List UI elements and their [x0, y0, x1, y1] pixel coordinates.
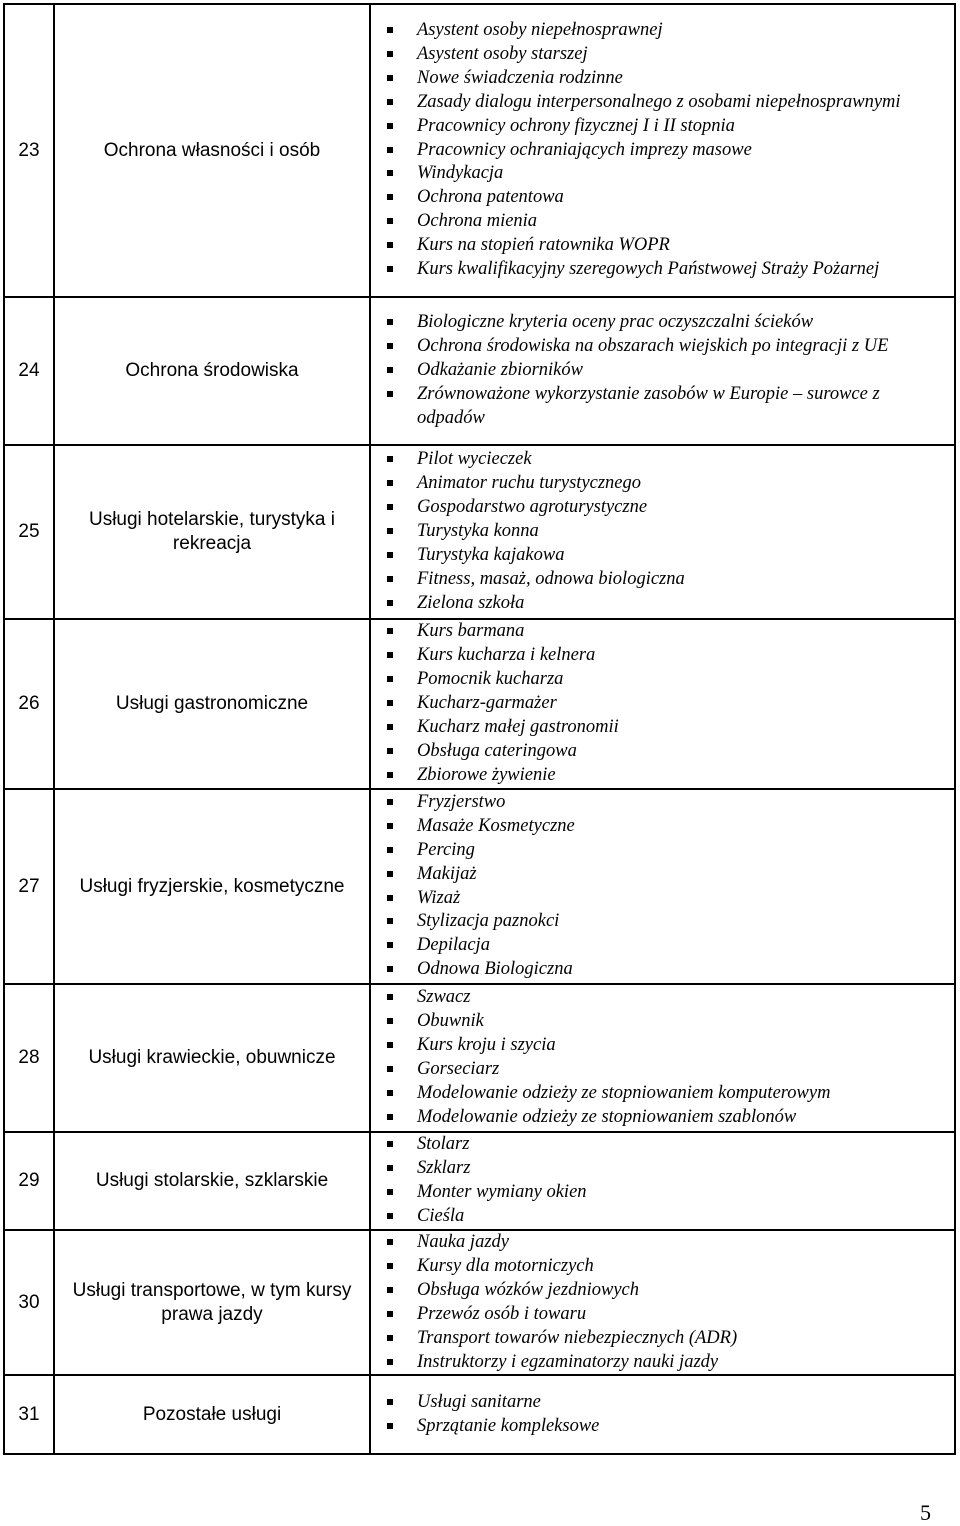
items-cell — [370, 1375, 955, 1454]
category-label: Usługi transportowe, w tym kursy prawa jazdy — [54, 1230, 370, 1375]
items-cell — [370, 1230, 955, 1375]
list-item: Zbiorowe żywienie — [371, 764, 954, 788]
list-item: Przewóz osób i towaru — [371, 1303, 954, 1327]
bullet-list — [371, 448, 954, 615]
list-item: Modelowanie odzieży ze stopniowaniem komputerowym — [371, 1082, 954, 1106]
row-number: 31 — [4, 1375, 54, 1454]
list-item: Zielona szkoła — [371, 592, 954, 616]
category-label: Pozostałe usługi — [54, 1375, 370, 1454]
category-label: Ochrona środowiska — [54, 297, 370, 445]
list-item: Szwacz — [371, 986, 954, 1010]
items-cell — [370, 619, 955, 789]
row-number: 28 — [4, 984, 54, 1132]
list-item: Obsługa wózków jezdniowych — [371, 1279, 954, 1303]
items-cell — [370, 984, 955, 1132]
list-item: Kucharz małej gastronomii — [371, 716, 954, 740]
bullet-list — [371, 620, 954, 787]
row-number: 26 — [4, 619, 54, 789]
table-row — [4, 789, 955, 984]
items-cell — [370, 445, 955, 619]
list-item: Odkażanie zbiorników — [371, 359, 954, 383]
list-item: Pilot wycieczek — [371, 448, 954, 472]
list-item: Pomocnik kucharza — [371, 668, 954, 692]
list-item: Gorseciarz — [371, 1058, 954, 1082]
list-item: Transport towarów niebezpiecznych (ADR) — [371, 1327, 954, 1351]
list-item: Fitness, masaż, odnowa biologiczna — [371, 568, 954, 592]
list-item: Usługi sanitarne — [371, 1391, 954, 1415]
bullet-list — [371, 986, 954, 1129]
row-number: 29 — [4, 1132, 54, 1230]
list-item: Windykacja — [371, 162, 954, 186]
list-item: Instruktorzy i egzaminatorzy nauki jazdy — [371, 1351, 954, 1375]
items-cell — [370, 297, 955, 445]
items-cell — [370, 789, 955, 984]
table-row — [4, 984, 955, 1132]
list-item: Asystent osoby niepełnosprawnej — [371, 19, 954, 43]
items-cell — [370, 4, 955, 297]
table-row — [4, 1132, 955, 1230]
table-row — [4, 1375, 955, 1454]
services-table — [3, 3, 956, 1455]
list-item: Asystent osoby starszej — [371, 43, 954, 67]
list-item: Ochrona patentowa — [371, 186, 954, 210]
list-item: Pracownicy ochraniających imprezy masowe — [371, 139, 954, 163]
category-label: Usługi fryzjerskie, kosmetyczne — [54, 789, 370, 984]
table-row — [4, 619, 955, 789]
list-item: Kurs barmana — [371, 620, 954, 644]
list-item: Szklarz — [371, 1157, 954, 1181]
list-item: Zasady dialogu interpersonalnego z osobami niepełnosprawnymi — [371, 91, 954, 115]
bullet-list — [371, 791, 954, 982]
list-item: Obuwnik — [371, 1010, 954, 1034]
list-item: Nowe świadczenia rodzinne — [371, 67, 954, 91]
category-label: Usługi gastronomiczne — [54, 619, 370, 789]
table-row — [4, 445, 955, 619]
list-item: Nauka jazdy — [371, 1231, 954, 1255]
table-row — [4, 1230, 955, 1375]
list-item: Obsługa cateringowa — [371, 740, 954, 764]
list-item: Ochrona mienia — [371, 210, 954, 234]
list-item: Modelowanie odzieży ze stopniowaniem szablonów — [371, 1106, 954, 1130]
bullet-list — [371, 311, 954, 431]
table-row — [4, 297, 955, 445]
list-item: Kucharz-garmażer — [371, 692, 954, 716]
row-number: 27 — [4, 789, 54, 984]
row-number: 23 — [4, 4, 54, 297]
list-item: Turystyka konna — [371, 520, 954, 544]
list-item: Percing — [371, 839, 954, 863]
page-number: 5 — [920, 1500, 931, 1525]
list-item: Zrównoważone wykorzystanie zasobów w Europie – surowce z odpadów — [371, 383, 954, 431]
row-number: 24 — [4, 297, 54, 445]
list-item: Masaże Kosmetyczne — [371, 815, 954, 839]
category-label: Ochrona własności i osób — [54, 4, 370, 297]
category-label: Usługi krawieckie, obuwnicze — [54, 984, 370, 1132]
list-item: Gospodarstwo agroturystyczne — [371, 496, 954, 520]
items-cell — [370, 1132, 955, 1230]
bullet-list — [371, 1133, 954, 1229]
bullet-list — [371, 1391, 954, 1439]
list-item: Kursy dla motorniczych — [371, 1255, 954, 1279]
list-item: Pracownicy ochrony fizycznej I i II stopnia — [371, 115, 954, 139]
list-item: Monter wymiany okien — [371, 1181, 954, 1205]
category-label: Usługi hotelarskie, turystyka i rekreacja — [54, 445, 370, 619]
row-number: 30 — [4, 1230, 54, 1375]
list-item: Kurs kwalifikacyjny szeregowych Państwowej Straży Pożarnej — [371, 258, 954, 282]
list-item: Makijaż — [371, 863, 954, 887]
list-item: Ochrona środowiska na obszarach wiejskich po integracji z UE — [371, 335, 954, 359]
table-row — [4, 4, 955, 297]
bullet-list — [371, 1231, 954, 1374]
list-item: Fryzjerstwo — [371, 791, 954, 815]
list-item: Wizaż — [371, 887, 954, 911]
list-item: Depilacja — [371, 934, 954, 958]
list-item: Sprzątanie kompleksowe — [371, 1415, 954, 1439]
list-item: Odnowa Biologiczna — [371, 958, 954, 982]
list-item: Animator ruchu turystycznego — [371, 472, 954, 496]
row-number: 25 — [4, 445, 54, 619]
list-item: Turystyka kajakowa — [371, 544, 954, 568]
list-item: Cieśla — [371, 1205, 954, 1229]
list-item: Stylizacja paznokci — [371, 910, 954, 934]
list-item: Kurs kroju i szycia — [371, 1034, 954, 1058]
list-item: Stolarz — [371, 1133, 954, 1157]
category-label: Usługi stolarskie, szklarskie — [54, 1132, 370, 1230]
list-item: Kurs na stopień ratownika WOPR — [371, 234, 954, 258]
list-item: Kurs kucharza i kelnera — [371, 644, 954, 668]
list-item: Biologiczne kryteria oceny prac oczyszczalni ścieków — [371, 311, 954, 335]
bullet-list — [371, 19, 954, 282]
